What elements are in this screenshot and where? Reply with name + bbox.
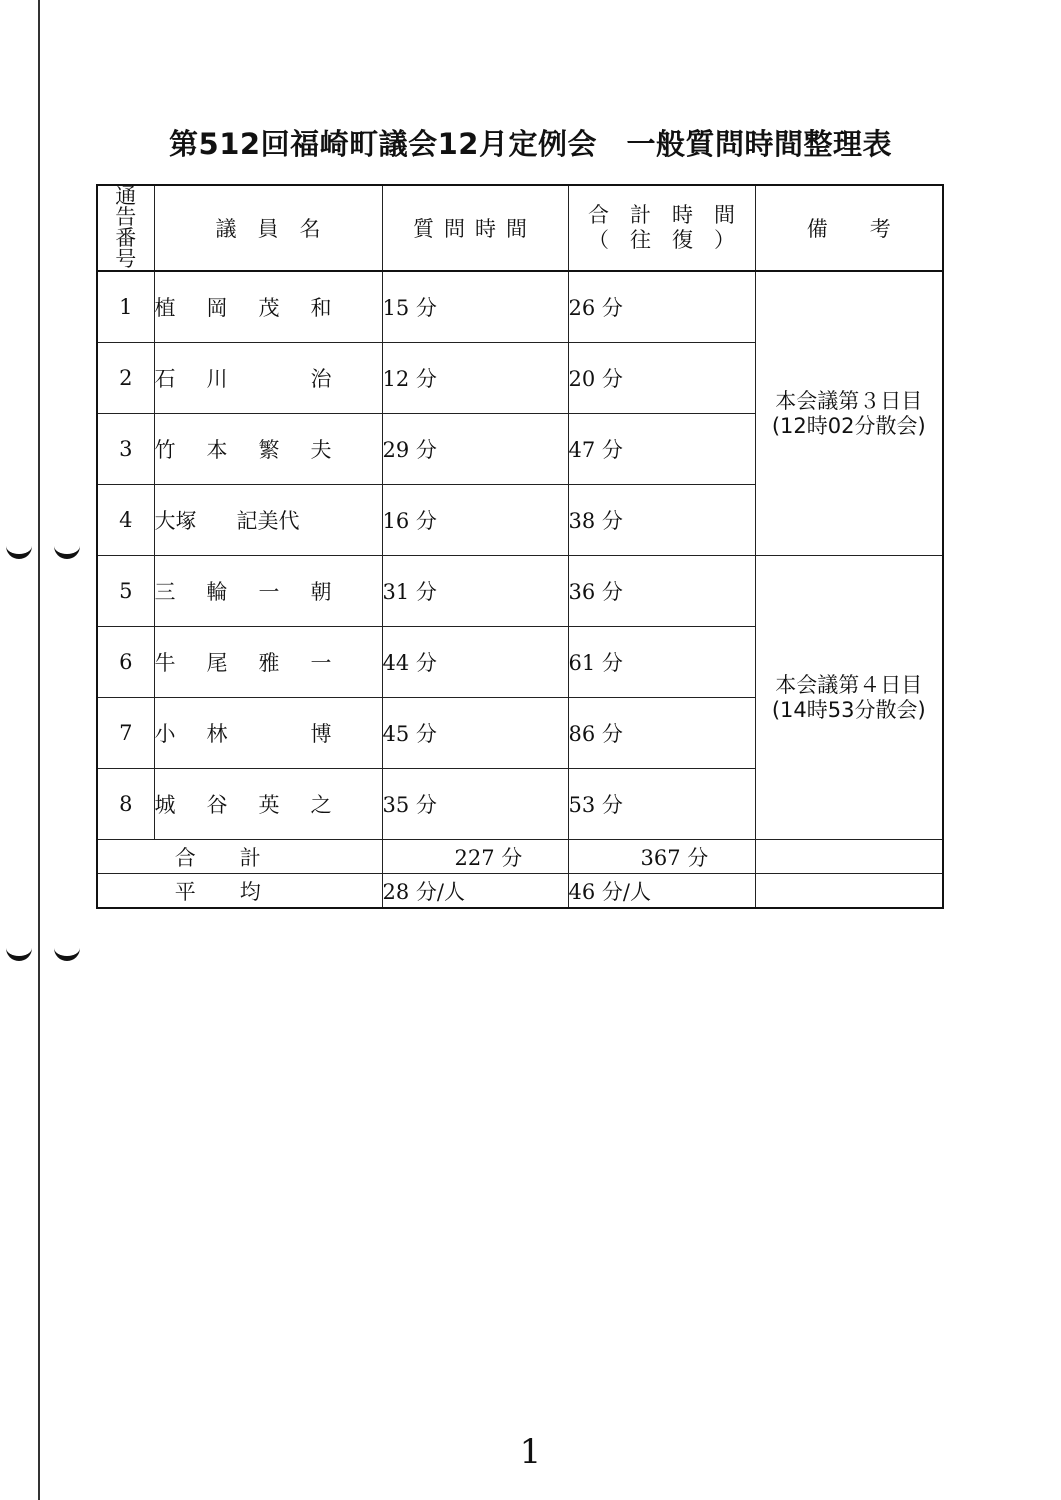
row-number: 5	[97, 556, 154, 627]
total-remarks	[755, 840, 943, 874]
member-name: 竹 本 繁 夫	[154, 414, 382, 485]
page-number: 1	[519, 1432, 542, 1472]
punch-hole-mark	[6, 942, 32, 961]
row-number: 4	[97, 485, 154, 556]
member-name: 牛 尾 雅 一	[154, 627, 382, 698]
header-row	[97, 185, 943, 271]
member-name: 植 岡 茂 和	[154, 271, 382, 343]
average-remarks	[755, 874, 943, 909]
punch-hole-mark	[54, 942, 80, 961]
question-time: 16 分	[382, 485, 568, 556]
total-time: 20 分	[568, 343, 755, 414]
question-time: 35 分	[382, 769, 568, 840]
member-name: 城 谷 英 之	[154, 769, 382, 840]
question-time: 29 分	[382, 414, 568, 485]
table-row	[97, 556, 943, 627]
question-time: 45 分	[382, 698, 568, 769]
average-question-time: 28 分/人	[382, 874, 568, 909]
header-name: 議 員 名	[154, 185, 382, 271]
row-number: 6	[97, 627, 154, 698]
total-time: 47 分	[568, 414, 755, 485]
member-name: 大塚 記美代	[154, 485, 382, 556]
header-remarks: 備 考	[755, 185, 943, 271]
member-name: 石 川 治	[154, 343, 382, 414]
document-title: 第512回福崎町議会12月定例会 一般質問時間整理表	[169, 127, 892, 161]
total-time: 36 分	[568, 556, 755, 627]
average-label: 平均	[97, 874, 382, 909]
average-row	[97, 874, 943, 909]
question-time: 44 分	[382, 627, 568, 698]
row-number: 3	[97, 414, 154, 485]
punch-hole-mark	[6, 540, 32, 559]
row-number: 2	[97, 343, 154, 414]
header-number: 通告番号	[97, 185, 154, 271]
member-name: 三 輪 一 朝	[154, 556, 382, 627]
total-time: 86 分	[568, 698, 755, 769]
total-label: 合計	[97, 840, 382, 874]
total-time: 53 分	[568, 769, 755, 840]
remarks-day3: 本会議第３日目 (12時02分散会)	[755, 271, 943, 556]
question-time: 15 分	[382, 271, 568, 343]
question-time-table	[96, 184, 944, 909]
total-time: 61 分	[568, 627, 755, 698]
total-round-trip-time: 367 分	[568, 840, 755, 874]
total-question-time: 227 分	[382, 840, 568, 874]
average-round-trip-time: 46 分/人	[568, 874, 755, 909]
question-time: 12 分	[382, 343, 568, 414]
total-row	[97, 840, 943, 874]
remarks-day4: 本会議第４日目 (14時53分散会)	[755, 556, 943, 840]
total-time: 38 分	[568, 485, 755, 556]
row-number: 7	[97, 698, 154, 769]
total-time: 26 分	[568, 271, 755, 343]
row-number: 8	[97, 769, 154, 840]
row-number: 1	[97, 271, 154, 343]
punch-hole-mark	[54, 540, 80, 559]
binding-line	[38, 0, 40, 1500]
header-total-time: 合 計 時 間 （ 往 復 ）	[568, 185, 755, 271]
member-name: 小 林 博	[154, 698, 382, 769]
table-row	[97, 271, 943, 343]
question-time: 31 分	[382, 556, 568, 627]
header-question-time: 質問時間	[382, 185, 568, 271]
